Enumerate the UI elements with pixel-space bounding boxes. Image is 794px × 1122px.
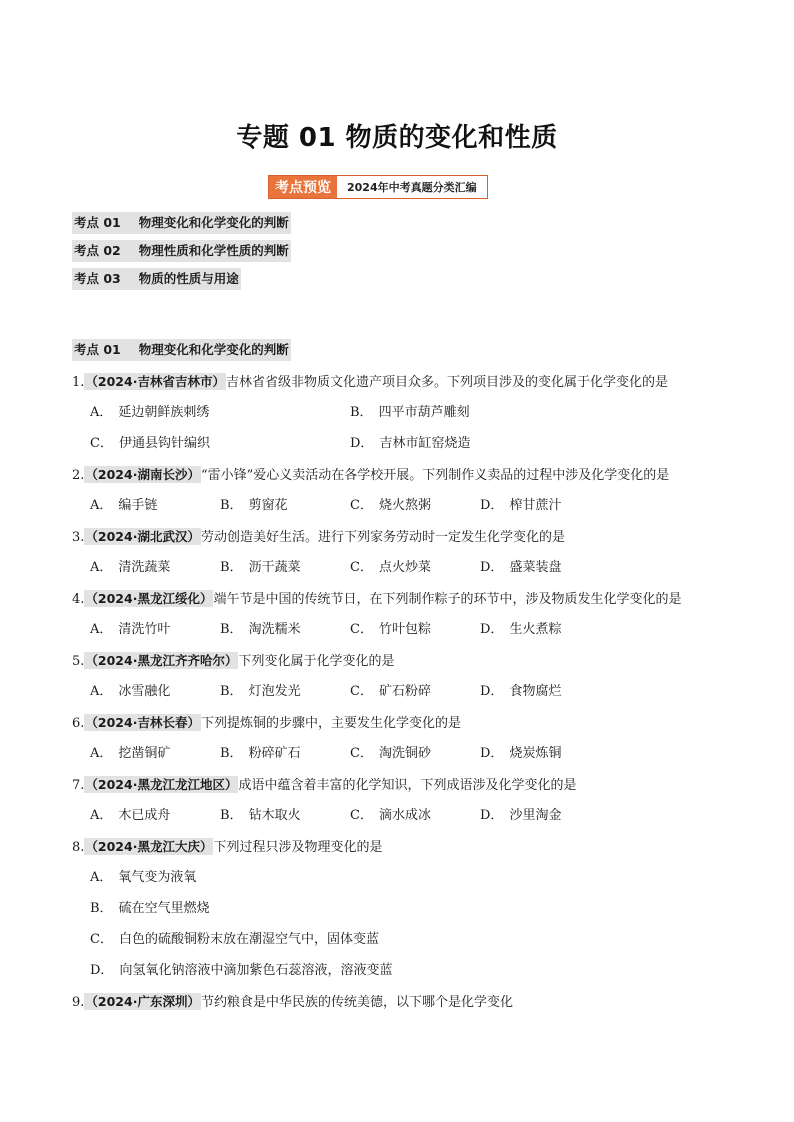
question-number: 4. (72, 592, 85, 607)
option-item (480, 743, 610, 774)
option-letter: C． (90, 436, 113, 451)
option-letter: A． (90, 622, 113, 637)
option-item (350, 681, 480, 712)
option-letter: A． (90, 746, 113, 761)
option-item (350, 433, 610, 464)
option-letter: D． (480, 622, 504, 637)
question-text: 成语中蕴含着丰富的化学知识，下列成语涉及化学变化的是 (238, 778, 577, 793)
question-text: 吉林省省级非物质文化遗产项目众多。下列项目涉及的变化属于化学变化的是 (225, 375, 668, 390)
option-letter: A． (90, 684, 113, 699)
option-letter: D． (480, 684, 504, 699)
option-letter: B． (220, 808, 243, 823)
question-number: 6. (72, 716, 85, 731)
option-letter: D． (90, 963, 114, 978)
option-letter: C． (350, 622, 373, 637)
option-text: 榨甘蔗汁 (509, 498, 562, 513)
option-text: 粉碎矿石 (248, 746, 301, 761)
option-letter: C． (350, 684, 373, 699)
option-text: 沥干蔬菜 (248, 560, 301, 575)
option-row (72, 433, 732, 464)
option-row (72, 805, 732, 836)
option-text: 烧炭炼铜 (509, 746, 562, 761)
option-letter: B． (220, 622, 243, 637)
question-stem (72, 588, 732, 619)
question-number: 1. (72, 375, 85, 390)
option-letter: A． (90, 870, 113, 885)
option-letter: A． (90, 808, 113, 823)
option-text: 吉林市缸窑烧造 (379, 436, 471, 451)
option-text: 淘洗铜砂 (378, 746, 431, 761)
option-row (72, 557, 732, 588)
question-text: 下列提炼铜的步骤中，主要发生化学变化的是 (200, 716, 461, 731)
option-item (90, 743, 220, 774)
preview-badge (268, 175, 488, 199)
badge-tag: 考点预览 (269, 176, 337, 198)
question-text: “雷小锋”爱心义卖活动在各学校开展。下列制作义卖品的过程中涉及化学变化的是 (200, 468, 670, 483)
option-item (480, 805, 610, 836)
option-row (72, 619, 732, 650)
option-item (220, 805, 350, 836)
option-item (350, 743, 480, 774)
option-item (350, 619, 480, 650)
option-letter: C． (350, 498, 373, 513)
option-item (220, 681, 350, 712)
question-number: 9. (72, 995, 85, 1010)
option-text: 盛菜装盘 (509, 560, 562, 575)
question-text: 劳动创造美好生活。进行下列家务劳动时一定发生化学变化的是 (200, 530, 565, 545)
question-stem (72, 371, 732, 402)
option-text: 氧气变为液氧 (118, 870, 197, 885)
option-letter: A． (90, 405, 113, 420)
question-source: （2024·湖南长沙） (85, 467, 200, 482)
toc-item: 考点 03 物质的性质与用途 (72, 268, 241, 290)
option-item (90, 495, 220, 526)
question-stem (72, 836, 732, 867)
question-stem (72, 464, 732, 495)
question-number: 5. (72, 654, 85, 669)
option-row (72, 681, 732, 712)
option-item (480, 557, 610, 588)
question-list (72, 371, 732, 1022)
option-letter: B． (220, 684, 243, 699)
option-text: 清洗蔬菜 (118, 560, 171, 575)
option-item (90, 867, 690, 898)
question-number: 3. (72, 530, 85, 545)
option-text: 伊通县钩针编织 (118, 436, 210, 451)
option-letter: C． (90, 932, 113, 947)
option-letter: C． (350, 560, 373, 575)
option-item (220, 557, 350, 588)
option-item (480, 495, 610, 526)
option-row (72, 495, 732, 526)
option-letter: B． (220, 746, 243, 761)
option-text: 延边朝鲜族刺绣 (118, 405, 210, 420)
option-item (220, 743, 350, 774)
option-row (72, 929, 732, 960)
section-heading: 考点 01 物理变化和化学变化的判断 (72, 339, 291, 361)
option-text: 矿石粉碎 (378, 684, 431, 699)
question-number: 7. (72, 778, 85, 793)
question-source: （2024·吉林省吉林市） (85, 374, 225, 389)
question-stem (72, 650, 732, 681)
option-text: 灯泡发光 (248, 684, 301, 699)
question-source: （2024·湖北武汉） (85, 529, 200, 544)
option-item (90, 805, 220, 836)
option-letter: B． (220, 498, 243, 513)
option-item (350, 402, 610, 433)
option-letter: C． (350, 808, 373, 823)
option-text: 淘洗糯米 (248, 622, 301, 637)
option-text: 点火炒菜 (378, 560, 431, 575)
option-row (72, 960, 732, 991)
option-item (90, 619, 220, 650)
option-letter: D． (480, 808, 504, 823)
option-text: 竹叶包粽 (378, 622, 431, 637)
option-text: 硫在空气里燃烧 (118, 901, 210, 916)
option-letter: B． (90, 901, 113, 916)
option-letter: B． (350, 405, 373, 420)
question-source: （2024·黑龙江大庆） (85, 839, 213, 854)
option-item (480, 619, 610, 650)
option-text: 挖凿铜矿 (118, 746, 171, 761)
question-source: （2024·吉林长春） (85, 715, 200, 730)
option-item (90, 557, 220, 588)
option-item (90, 898, 690, 929)
option-text: 钻木取火 (248, 808, 301, 823)
option-item (350, 557, 480, 588)
option-text: 木已成舟 (118, 808, 171, 823)
option-text: 清洗竹叶 (118, 622, 171, 637)
option-item (90, 433, 350, 464)
question-source: （2024·黑龙江齐齐哈尔） (85, 653, 238, 668)
option-text: 剪窗花 (248, 498, 288, 513)
option-text: 食物腐烂 (509, 684, 562, 699)
option-letter: D． (480, 498, 504, 513)
question-number: 8. (72, 840, 85, 855)
toc-list (72, 212, 291, 296)
option-letter: B． (220, 560, 243, 575)
option-item (350, 805, 480, 836)
option-row (72, 743, 732, 774)
option-text: 冰雪融化 (118, 684, 171, 699)
option-text: 滴水成冰 (378, 808, 431, 823)
option-letter: D． (350, 436, 374, 451)
option-text: 白色的硫酸铜粉末放在潮湿空气中，固体变蓝 (118, 932, 379, 947)
question-number: 2. (72, 468, 85, 483)
option-letter: D． (480, 560, 504, 575)
option-text: 四平市葫芦雕刻 (378, 405, 470, 420)
option-item (220, 619, 350, 650)
option-item (90, 960, 690, 991)
question-source: （2024·黑龙江龙江地区） (85, 777, 238, 792)
question-text: 节约粮食是中华民族的传统美德，以下哪个是化学变化 (200, 995, 513, 1010)
option-item (90, 681, 220, 712)
option-letter: A． (90, 560, 113, 575)
option-text: 烧火熬粥 (378, 498, 431, 513)
page-title: 专题 01 物质的变化和性质 (236, 123, 558, 153)
option-row (72, 867, 732, 898)
question-stem (72, 526, 732, 557)
question-source: （2024·黑龙江绥化） (85, 591, 213, 606)
toc-item: 考点 02 物理性质和化学性质的判断 (72, 240, 291, 262)
option-item (220, 495, 350, 526)
question-stem (72, 991, 732, 1022)
option-text: 沙里淘金 (509, 808, 562, 823)
option-row (72, 402, 732, 433)
option-item (90, 402, 350, 433)
option-row (72, 898, 732, 929)
badge-text: 2024年中考真题分类汇编 (337, 176, 487, 198)
question-stem (72, 712, 732, 743)
question-text: 下列过程只涉及物理变化的是 (213, 840, 383, 855)
question-source: （2024·广东深圳） (85, 994, 200, 1009)
option-text: 生火煮粽 (509, 622, 562, 637)
option-text: 编手链 (118, 498, 158, 513)
option-letter: A． (90, 498, 113, 513)
question-text: 端午节是中国的传统节日，在下列制作粽子的环节中，涉及物质发生化学变化的是 (213, 592, 682, 607)
option-text: 向氢氧化钠溶液中滴加紫色石蕊溶液，溶液变蓝 (119, 963, 393, 978)
option-item (480, 681, 610, 712)
option-letter: C． (350, 746, 373, 761)
toc-item: 考点 01 物理变化和化学变化的判断 (72, 212, 291, 234)
option-item (90, 929, 690, 960)
option-item (350, 495, 480, 526)
question-text: 下列变化属于化学变化的是 (238, 654, 395, 669)
option-letter: D． (480, 746, 504, 761)
question-stem (72, 774, 732, 805)
